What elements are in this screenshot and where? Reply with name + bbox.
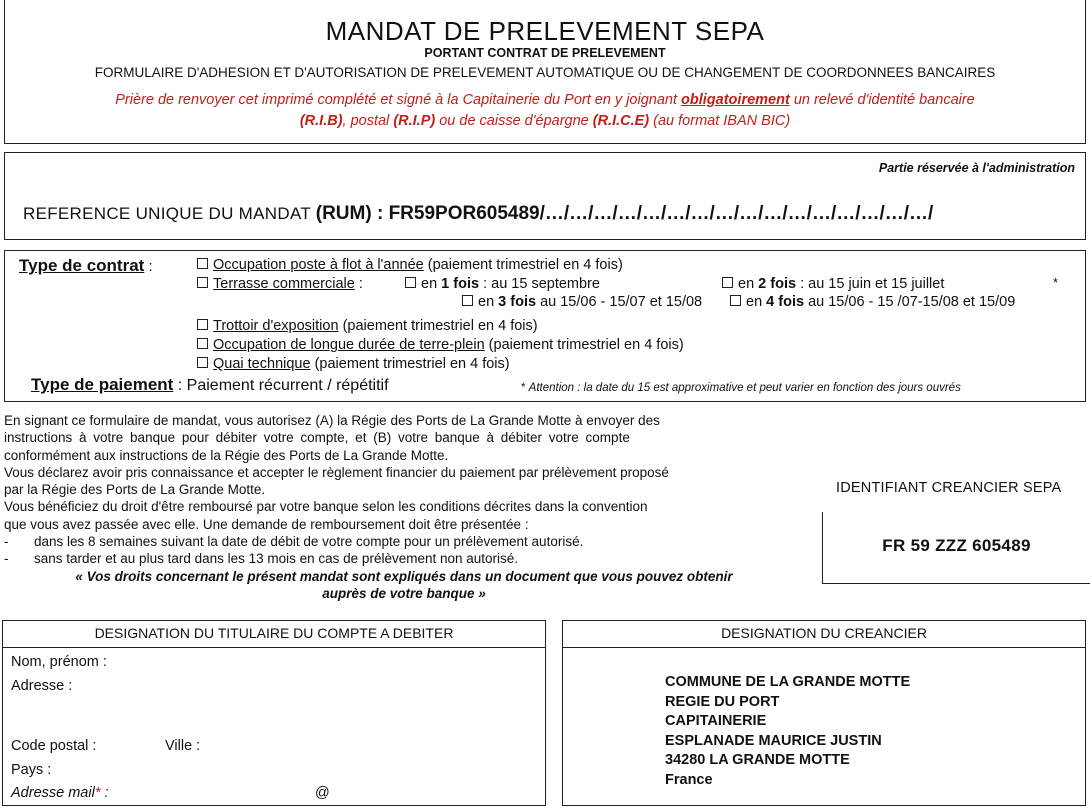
creditor-id-label: IDENTIFIANT CREANCIER SEPA bbox=[836, 480, 1062, 496]
header-box bbox=[4, 0, 1086, 144]
mandate-line: En signant ce formulaire de mandat, vous autorisez (A) la Régie des Ports de La Grande Motte à envoyer des bbox=[4, 413, 660, 428]
address-field-label[interactable]: Adresse : bbox=[11, 678, 73, 694]
note-text: Prière de renvoyer cet imprimé complété et signé à la Capitainerie du Port en y joignant bbox=[115, 92, 682, 108]
option-label: Occupation poste à flot à l'année bbox=[213, 257, 424, 273]
option-label: Terrasse commerciale bbox=[213, 276, 355, 292]
note-text: ou de caisse d'épargne bbox=[435, 113, 593, 129]
creditor-line: CAPITAINERIE bbox=[665, 713, 767, 729]
checkbox[interactable] bbox=[197, 277, 208, 288]
note-text: un relevé d'identité bancaire bbox=[789, 92, 975, 108]
rights-statement: « Vos droits concernant le présent mandat sont expliqués dans un document que vous pouvez obtenir bbox=[75, 568, 733, 584]
creditor-line: COMMUNE DE LA GRANDE MOTTE bbox=[665, 674, 911, 690]
postal-code-field-label[interactable]: Code postal : bbox=[11, 738, 97, 754]
mandate-line: sans tarder et au plus tard dans les 13 mois en cas de prélèvement non autorisé. bbox=[34, 551, 519, 567]
rum-line bbox=[23, 203, 933, 225]
checkbox[interactable] bbox=[722, 277, 733, 288]
option-label: Trottoir d'exposition bbox=[213, 318, 339, 334]
note-text: , postal bbox=[342, 113, 394, 129]
contract-option-5[interactable] bbox=[195, 356, 510, 372]
colon: : bbox=[354, 276, 363, 292]
mandate-line: instructions à votre banque pour débiter votre compte, et (B) votre banque à débiter votre compte bbox=[4, 430, 630, 446]
required-star: * bbox=[94, 785, 101, 801]
form-description: FORMULAIRE D'ADHESION ET D'AUTORISATION DE PRELEVEMENT AUTOMATIQUE OU DE CHANGEMENT DE COORDONNEES BANCAIRES bbox=[94, 65, 996, 80]
rum-abbr: (RUM) : bbox=[315, 203, 389, 224]
option-label: Occupation de longue durée de terre-plein bbox=[213, 337, 485, 353]
mandate-line: dans les 8 semaines suivant la date de débit de votre compte pour un prélèvement autorisé. bbox=[34, 534, 584, 550]
checkbox[interactable] bbox=[197, 319, 208, 330]
option-bold: 3 fois bbox=[498, 294, 537, 310]
mandate-bullet bbox=[4, 550, 804, 567]
city-field-label[interactable]: Ville : bbox=[165, 738, 201, 754]
attention-label: Attention bbox=[528, 382, 575, 394]
attention-star: * bbox=[521, 382, 529, 394]
option-text: : au 15 septembre bbox=[479, 276, 600, 292]
colon: : bbox=[144, 258, 153, 275]
creditor-box bbox=[562, 620, 1086, 806]
return-instructions-line2 bbox=[5, 113, 1085, 129]
attention-note bbox=[521, 382, 961, 394]
mandate-bullet bbox=[4, 533, 804, 550]
creditor-line: REGIE DU PORT bbox=[665, 693, 780, 710]
checkbox[interactable] bbox=[462, 295, 473, 306]
name-field-label[interactable]: Nom, prénom : bbox=[11, 654, 107, 670]
mandate-line: Vous déclarez avoir pris connaissance et accepter le règlement financier du paiement par prélèvement proposé bbox=[4, 464, 669, 480]
payment-type-value: : Paiement récurrent / répétitif bbox=[173, 377, 389, 394]
option-note: (paiement trimestriel en 4 fois) bbox=[423, 257, 623, 273]
rum-label: REFERENCE UNIQUE DU MANDAT bbox=[23, 204, 312, 223]
rum-value[interactable]: FR59POR605489/…/…/…/…/…/…/…/…/…/…/…/…/…/…/…/…/ bbox=[388, 203, 934, 224]
checkbox[interactable] bbox=[405, 277, 416, 288]
mandate-line: que vous avez passée avec elle. Une demande de remboursement doit être présentée : bbox=[4, 516, 529, 532]
email-label: Adresse mail bbox=[11, 785, 95, 801]
option-text: en bbox=[478, 294, 499, 310]
checkbox[interactable] bbox=[730, 295, 741, 306]
colon: : bbox=[100, 785, 109, 801]
contract-option-1[interactable] bbox=[195, 257, 623, 273]
option-bold: 1 fois bbox=[441, 276, 480, 292]
payment-type-label: Type de paiement bbox=[31, 375, 174, 394]
rights-statement: auprès de votre banque » bbox=[322, 585, 486, 601]
option-text: au 15/06 - 15 /07-15/08 et 15/09 bbox=[804, 294, 1016, 310]
option-note: (paiement trimestriel en 4 fois) bbox=[484, 337, 684, 353]
creditor-header: DESIGNATION DU CREANCIER bbox=[563, 621, 1085, 648]
mandate-line: par la Régie des Ports de La Grande Motte. bbox=[4, 482, 266, 498]
creditor-id-value: FR 59 ZZZ 605489 bbox=[882, 536, 1031, 555]
payment-type-row bbox=[31, 375, 389, 395]
option-text: en bbox=[746, 294, 767, 310]
option-text: : au 15 juin et 15 juillet bbox=[796, 276, 945, 292]
contract-option-2[interactable] bbox=[195, 276, 363, 292]
note-obligatoire: obligatoirement bbox=[681, 92, 790, 108]
dash: - bbox=[4, 551, 9, 567]
note-rice: (R.I.C.E) bbox=[592, 113, 650, 129]
creditor-line: 34280 LA GRANDE MOTTE bbox=[665, 752, 850, 768]
mandate-line: conformément aux instructions de la Régie des Ports de La Grande Motte. bbox=[4, 447, 449, 463]
terrasse-3-fois[interactable] bbox=[460, 294, 702, 310]
terrasse-2-fois[interactable] bbox=[720, 276, 944, 292]
creditor-line: ESPLANADE MAURICE JUSTIN bbox=[665, 732, 882, 749]
checkbox[interactable] bbox=[197, 338, 208, 349]
terrasse-4-fois[interactable] bbox=[728, 294, 1015, 310]
debtor-header: DESIGNATION DU TITULAIRE DU COMPTE A DEBITER bbox=[3, 621, 545, 648]
creditor-line: France bbox=[665, 771, 713, 788]
checkbox[interactable] bbox=[197, 258, 208, 269]
note-rip: (R.I.P) bbox=[393, 113, 436, 129]
option-text: en bbox=[738, 276, 759, 292]
at-sign: @ bbox=[315, 785, 330, 801]
admin-box bbox=[4, 152, 1086, 240]
mandate-text bbox=[4, 412, 804, 602]
option-note: (paiement trimestriel en 4 fois) bbox=[310, 356, 510, 372]
contract-option-4[interactable] bbox=[195, 337, 684, 353]
option-note: (paiement trimestriel en 4 fois) bbox=[338, 318, 538, 334]
creditor-address bbox=[665, 673, 910, 790]
document-subtitle: PORTANT CONTRAT DE PRELEVEMENT bbox=[424, 46, 666, 60]
option-bold: 4 fois bbox=[766, 294, 805, 310]
note-text: (au format IBAN BIC) bbox=[649, 113, 791, 129]
dash: - bbox=[4, 534, 9, 550]
contract-row-1 bbox=[19, 256, 153, 276]
option-text: au 15/06 - 15/07 et 15/08 bbox=[536, 294, 703, 310]
option-label: Quai technique bbox=[213, 356, 311, 372]
document-title: MANDAT DE PRELEVEMENT SEPA bbox=[325, 16, 765, 46]
option-text: en bbox=[421, 276, 442, 292]
creditor-id-box bbox=[822, 512, 1090, 584]
admin-reserved-label: Partie réservée à l'administration bbox=[878, 161, 1075, 175]
debtor-box bbox=[2, 620, 546, 806]
country-field-label[interactable]: Pays : bbox=[11, 762, 52, 778]
option-bold: 2 fois bbox=[758, 276, 797, 292]
attention-text: : la date du 15 est approximative et peut varier en fonction des jours ouvrés bbox=[574, 382, 961, 394]
return-instructions-line1 bbox=[5, 92, 1085, 108]
note-rib: (R.I.B) bbox=[299, 113, 343, 129]
contract-box bbox=[4, 250, 1086, 402]
contract-type-label: Type de contrat bbox=[19, 256, 145, 275]
checkbox[interactable] bbox=[197, 357, 208, 368]
mandate-line: Vous bénéficiez du droit d'être remboursé par votre banque selon les conditions décrites dans la convention bbox=[4, 499, 648, 515]
asterisk-mark: * bbox=[1053, 275, 1059, 290]
email-field-label[interactable] bbox=[11, 785, 109, 801]
contract-option-3[interactable] bbox=[195, 318, 538, 334]
terrasse-1-fois[interactable] bbox=[403, 276, 600, 292]
